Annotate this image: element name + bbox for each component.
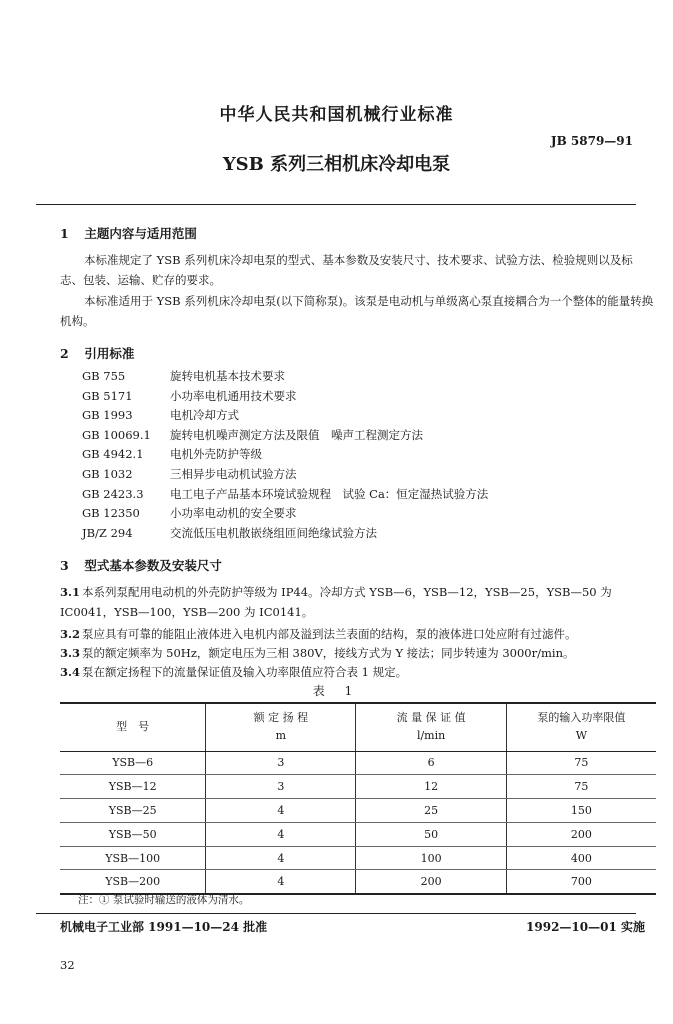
cell-model: YSB—100	[60, 846, 206, 870]
table-row	[60, 799, 656, 823]
header-flow	[356, 703, 506, 751]
header-rated-head-label: 额 定 扬 程	[253, 711, 309, 725]
cell-power: 75	[506, 775, 656, 799]
section-1-paragraph-1: 本标准规定了 YSB 系列机床冷却电泵的型式、基本参数及安装尺寸、技术要求、试验方法、检验规则以及标志、包装、运输、贮存的要求。	[60, 253, 633, 287]
clause-3-2	[60, 624, 654, 644]
section-number: 2	[60, 346, 69, 361]
table-caption: 表 1	[312, 684, 361, 698]
bottom-divider	[36, 913, 636, 914]
table-row	[60, 846, 656, 870]
spec-table	[60, 702, 656, 895]
section-number: 1	[60, 226, 69, 241]
header-power-unit: W	[575, 729, 588, 743]
clause-3-3	[60, 643, 654, 663]
cell-head: 3	[206, 751, 356, 775]
effective-date: 1992—10—01 实施	[526, 920, 645, 934]
section-1-heading	[60, 224, 197, 242]
section-title: 引用标准	[84, 346, 135, 361]
page-number: 32	[60, 958, 75, 972]
clause-text: 泵在额定扬程下的流量保证值及输入功率限值应符合表 1 规定。	[82, 665, 408, 679]
reference-list	[82, 367, 488, 543]
document-title: YSB 系列三相机床冷却电泵	[222, 154, 451, 175]
reference-code: GB 12350	[82, 506, 140, 521]
cell-flow: 25	[356, 799, 506, 823]
reference-title: 电工电子产品基本环境试验规程 试验 Ca：恒定湿热试验方法	[170, 486, 489, 501]
clause-text: 本系列泵配用电动机的外壳防护等级为 IP44。冷却方式 YSB—6，YSB—12，YSB—25，YSB—50 为 IC0041，YSB—100，YSB—200 为 IC0141。	[60, 585, 612, 619]
clause-text: 泵应具有可靠的能阻止液体进入电机内部及溢到法兰表面的结构，泵的液体进口处应附有过滤件。	[82, 627, 577, 641]
reference-item	[82, 445, 488, 465]
section-2-heading	[60, 344, 134, 362]
cell-head: 4	[206, 846, 356, 870]
cell-head: 4	[206, 799, 356, 823]
cell-model: YSB—6	[60, 751, 206, 775]
section-3-heading	[60, 556, 222, 574]
cell-head: 4	[206, 822, 356, 846]
reference-item	[82, 387, 488, 407]
cell-flow: 50	[356, 822, 506, 846]
approval-date: 机械电子工业部 1991—10—24 批准	[60, 920, 268, 934]
header-power-label: 泵的输入功率限值	[537, 711, 626, 725]
header-flow-unit: l/min	[416, 729, 446, 743]
header-model-label: 型 号	[116, 720, 150, 734]
reference-item	[82, 524, 488, 544]
clause-number: 3.2	[60, 627, 81, 641]
table-row	[60, 775, 656, 799]
standard-code: JB 5879—91	[550, 134, 633, 148]
reference-item	[82, 504, 488, 524]
cell-power: 75	[506, 751, 656, 775]
reference-code: JB/Z 294	[82, 525, 133, 540]
reference-item	[82, 426, 488, 446]
cell-power: 700	[506, 870, 656, 894]
reference-item	[82, 406, 488, 426]
reference-code: GB 10069.1	[82, 427, 151, 442]
reference-item	[82, 367, 488, 387]
reference-code: GB 2423.3	[82, 486, 144, 501]
reference-title: 电机冷却方式	[170, 408, 239, 423]
cell-power: 400	[506, 846, 656, 870]
reference-code: GB 755	[82, 369, 126, 383]
table-row	[60, 751, 656, 775]
reference-code: GB 1032	[82, 466, 133, 481]
header-flow-label: 流 量 保 证 值	[396, 711, 466, 725]
cell-model: YSB—12	[60, 775, 206, 799]
section-number: 3	[60, 558, 69, 573]
org-title: 中华人民共和国机械行业标准	[219, 105, 454, 125]
reference-title: 电机外壳防护等级	[170, 447, 262, 462]
cell-flow: 6	[356, 751, 506, 775]
top-divider	[36, 204, 636, 205]
reference-title: 小功率电动机的安全要求	[170, 506, 297, 521]
clause-number: 3.4	[60, 665, 81, 679]
cell-model: YSB—50	[60, 822, 206, 846]
reference-item	[82, 465, 488, 485]
table-note: 注：① 泵试验时输送的液体为清水。	[78, 894, 250, 906]
cell-model: YSB—200	[60, 870, 206, 894]
cell-flow: 100	[356, 846, 506, 870]
section-1-paragraph-2: 本标准适用于 YSB 系列机床冷却电泵(以下简称泵)。该泵是电动机与单级离心泵直接耦合为一个整体的能量转换机构。	[60, 294, 654, 328]
clause-number: 3.1	[60, 585, 81, 599]
reference-code: GB 1993	[82, 408, 133, 423]
reference-title: 旋转电机噪声测定方法及限值 噪声工程测定方法	[170, 427, 423, 442]
table-row	[60, 822, 656, 846]
clause-text: 泵的额定频率为 50Hz，额定电压为三相 380V，接线方式为 Y 接法；同步转速为 3000r/min。	[82, 646, 575, 660]
table-row	[60, 870, 656, 894]
clause-number: 3.3	[60, 646, 81, 660]
cell-power: 150	[506, 799, 656, 823]
cell-flow: 200	[356, 870, 506, 894]
reference-title: 三相异步电动机试验方法	[170, 466, 297, 481]
reference-title: 小功率电机通用技术要求	[170, 388, 297, 403]
header-power	[506, 703, 656, 751]
reference-item	[82, 485, 488, 505]
reference-code: GB 4942.1	[82, 447, 144, 462]
table-header-row	[60, 703, 656, 751]
reference-title: 交流低压电机散嵌绕组匝间绝缘试验方法	[170, 525, 377, 540]
clause-3-4	[60, 662, 654, 682]
section-title: 型式基本参数及安装尺寸	[84, 558, 222, 573]
header-rated-head	[206, 703, 356, 751]
section-title: 主题内容与适用范围	[84, 226, 197, 241]
cell-power: 200	[506, 822, 656, 846]
cell-flow: 12	[356, 775, 506, 799]
header-model	[60, 703, 206, 751]
cell-model: YSB—25	[60, 799, 206, 823]
cell-head: 3	[206, 775, 356, 799]
clause-3-1	[60, 582, 654, 622]
reference-title: 旋转电机基本技术要求	[170, 369, 285, 383]
header-rated-head-unit: m	[275, 729, 287, 743]
reference-code: GB 5171	[82, 388, 133, 403]
cell-head: 4	[206, 870, 356, 894]
